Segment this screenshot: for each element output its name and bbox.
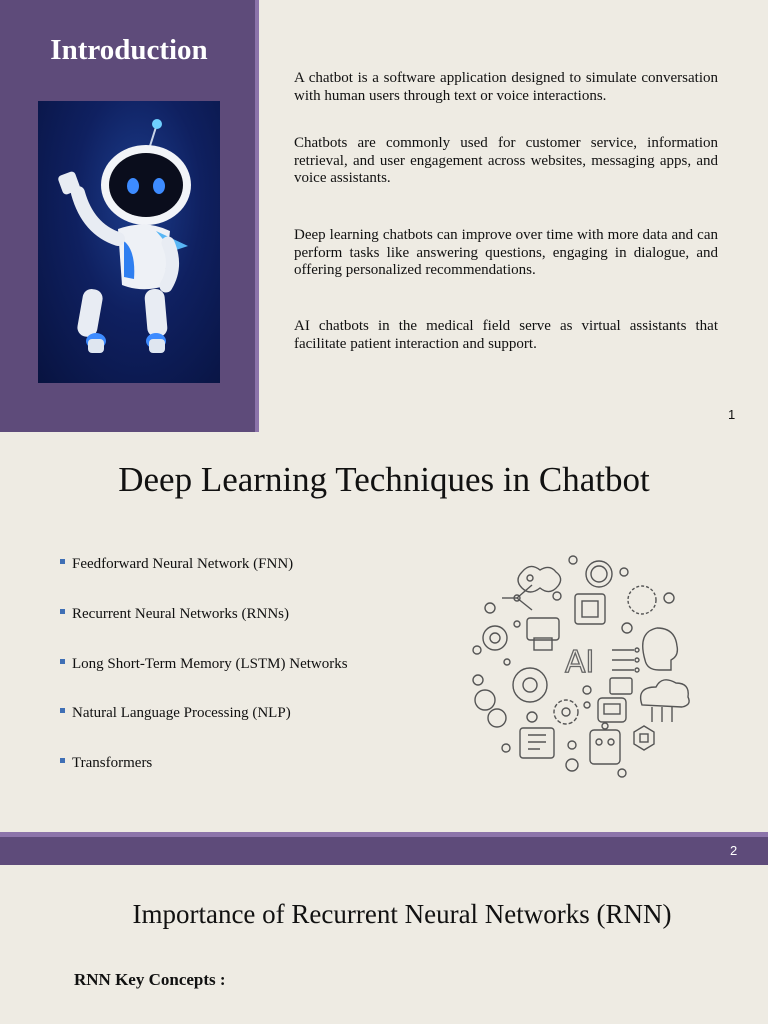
technique-list xyxy=(60,556,348,805)
ai-icon-cluster xyxy=(462,550,692,780)
slide-title: Deep Learning Techniques in Chatbot xyxy=(118,460,650,499)
slide-title: Introduction xyxy=(50,34,208,66)
bullet-icon xyxy=(60,559,65,564)
intro-paragraph: Deep learning chatbots can improve over time with more data and can perform tasks like answering questions, engaging in dialogue, and offering personalized recommendations. xyxy=(294,227,718,278)
page-number: 1 xyxy=(728,407,736,422)
slide-rnn-importance xyxy=(0,865,768,1024)
list-item xyxy=(60,556,348,606)
slide-title: Importance of Recurrent Neural Networks (RNN) xyxy=(132,899,672,929)
bullet-icon xyxy=(60,708,65,713)
list-item xyxy=(60,606,348,656)
list-item xyxy=(60,705,348,755)
bullet-icon xyxy=(60,758,65,763)
list-item-label: Natural Language Processing (NLP) xyxy=(72,705,291,722)
list-item xyxy=(60,656,348,706)
ai-graphic xyxy=(462,550,692,780)
divider-bar xyxy=(0,837,768,865)
slide-deep-learning xyxy=(0,432,768,832)
robot-image xyxy=(38,101,220,383)
ai-label: AI xyxy=(565,645,595,680)
list-item-label: Feedforward Neural Network (FNN) xyxy=(72,556,294,572)
intro-paragraph: AI chatbots in the medical field serve as virtual assistants that facilitate patient interaction and support. xyxy=(294,318,718,352)
list-item-label: Long Short-Term Memory (LSTM) Networks xyxy=(72,655,348,672)
list-item-label: Recurrent Neural Networks (RNNs) xyxy=(72,605,290,622)
robot-icon xyxy=(38,101,220,383)
section-heading: RNN Key Concepts : xyxy=(74,970,226,989)
bullet-icon xyxy=(60,659,65,664)
intro-paragraph: A chatbot is a software application designed to simulate conversation with human users through text or voice interactions. xyxy=(294,70,718,104)
page-number: 2 xyxy=(730,843,738,858)
bullet-icon xyxy=(60,609,65,614)
list-item-label: Transformers xyxy=(72,755,153,772)
intro-paragraph: Chatbots are commonly used for customer service, information retrieval, and user engagement across websites, messaging apps, and voice assistants. xyxy=(294,135,718,186)
slide-introduction xyxy=(0,0,768,432)
list-item xyxy=(60,755,348,805)
